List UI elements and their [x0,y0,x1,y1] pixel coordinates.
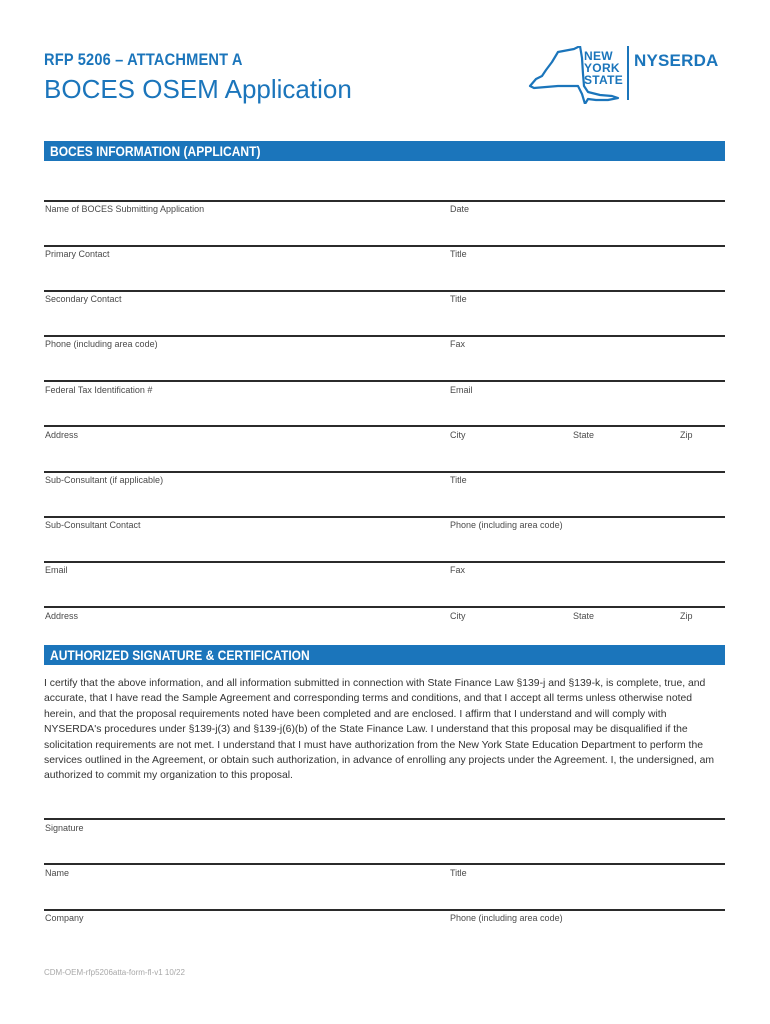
sub-consultant-address-field[interactable]: Address [45,611,79,621]
nyserda-wordmark: NYSERDA [634,51,719,70]
phone-field[interactable]: Phone (including area code) [45,339,158,349]
section-header-boces [44,141,725,161]
certification-text: I certify that the above information, and all information submitted in connection with State Finance Law §139-j and §139-k, is complete, true, and accurate, that I have read the Sample Agreement and corresponding terms and conditions, and that I accept all terms unless otherwise noted herein, and that the proposal requirements noted have been completed and are enclosed. I affirm that I understand and will comply with NYSERDA's procedures under §139-j(3) and §139-j(6)(b) of the State Finance Law. I understand that this proposal may be disqualified if the solicitation requirements are not met. I understand that I must have authorization from the New York State Education Department to perform the services outlined in the Agreement, or obtain such authorization, in advance of enrolling any projects under the Agreement. I, the undersigned, am authorized to commit my organization to this proposal. [44,678,715,782]
name-field[interactable]: Name [45,868,70,878]
primary-title-field[interactable]: Title [450,249,467,259]
logo-divider [627,46,629,100]
sub-consultant-state-field[interactable]: State [573,611,595,621]
state-field[interactable]: State [573,430,595,440]
nys-word: STATE [584,73,624,87]
nys-word: NEW [584,49,613,63]
signature-field[interactable]: Signature [45,823,84,833]
secondary-contact-field[interactable]: Secondary Contact [45,294,122,304]
sub-consultant-email-field[interactable]: Email [45,565,68,575]
sub-consultant-zip-field[interactable]: Zip [680,611,693,621]
date-field[interactable]: Date [450,204,470,214]
field-line [44,561,725,563]
field-line [44,909,725,911]
fax-field[interactable]: Fax [450,339,466,349]
field-line [44,516,725,518]
field-line [44,818,725,820]
field-line [44,606,725,608]
nys-nyserda-logo [528,46,728,104]
field-line [44,290,725,292]
sub-consultant-title-field[interactable]: Title [450,475,467,485]
sub-consultant-phone-field[interactable]: Phone (including area code) [450,520,563,530]
page-title: BOCES OSEM Application [44,74,352,104]
signer-title-field[interactable]: Title [450,868,467,878]
field-line [44,471,725,473]
sub-consultant-city-field[interactable]: City [450,611,466,621]
field-line [44,425,725,427]
nys-wordmark [584,50,623,86]
field-line [44,245,725,247]
email-field[interactable]: Email [450,385,473,395]
nys-word: YORK [584,61,620,75]
zip-field[interactable]: Zip [680,430,693,440]
company-field[interactable]: Company [45,913,84,923]
boces-name-field[interactable]: Name of BOCES Submitting Application [45,204,205,214]
rfp-title: RFP 5206 – ATTACHMENT A [44,50,243,69]
sub-consultant-field[interactable]: Sub-Consultant (if applicable) [45,475,164,485]
field-line [44,335,725,337]
primary-contact-field[interactable]: Primary Contact [45,249,110,259]
form-code-footer: CDM-OEM-rfp5206atta-form-fl-v1 10/22 [44,968,185,977]
field-line [44,200,725,202]
field-line [44,863,725,865]
address-field[interactable]: Address [45,430,79,440]
city-field[interactable]: City [450,430,466,440]
signer-phone-field[interactable]: Phone (including area code) [450,913,563,923]
section-title: BOCES INFORMATION (APPLICANT) [50,143,261,159]
sub-consultant-contact-field[interactable]: Sub-Consultant Contact [45,520,141,530]
tax-id-field[interactable]: Federal Tax Identification # [45,385,153,395]
sub-consultant-fax-field[interactable]: Fax [450,565,466,575]
section-header-signature [44,645,725,665]
section-title: AUTHORIZED SIGNATURE & CERTIFICATION [50,647,310,663]
secondary-title-field[interactable]: Title [450,294,467,304]
field-line [44,380,725,382]
